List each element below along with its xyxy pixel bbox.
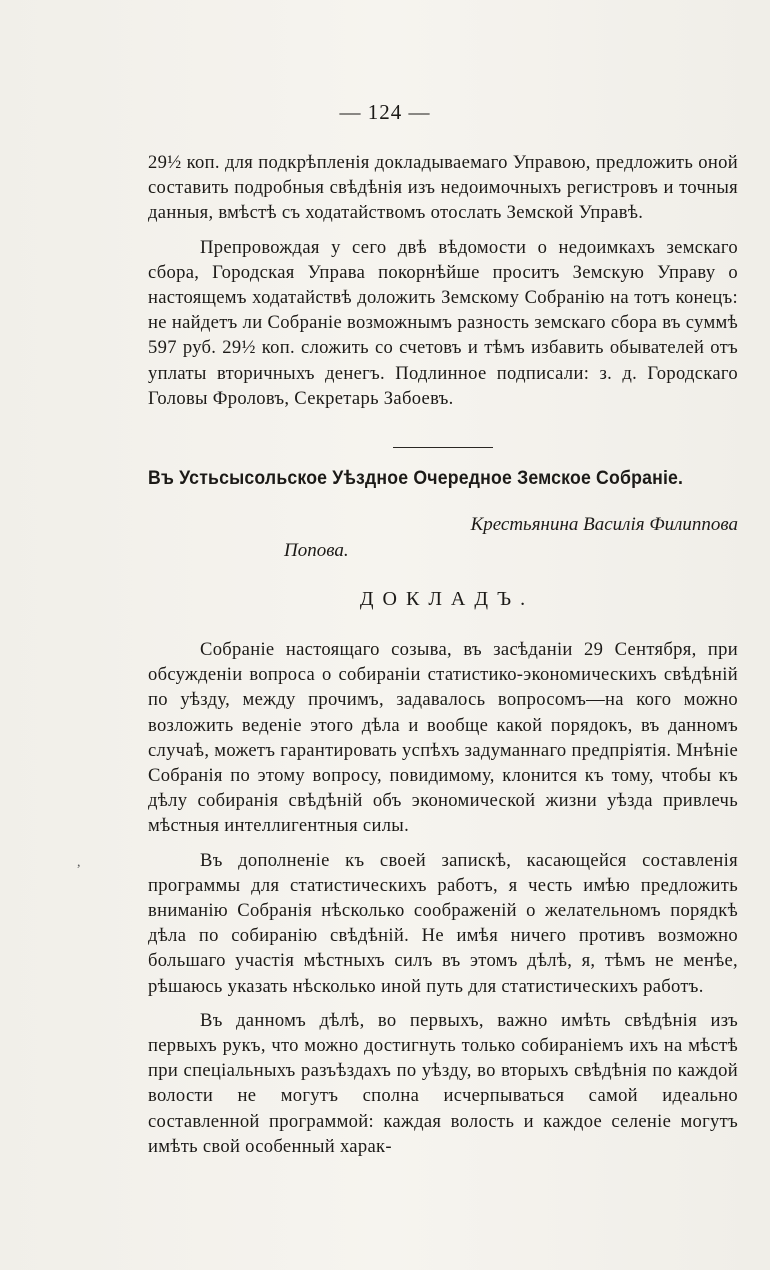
author-line-2: Попова.: [284, 540, 349, 562]
document-title: ДОКЛАДЪ.: [359, 588, 535, 611]
paragraph-city-council: Препровождая у сего двѣ вѣдомости о недоимкахъ земскаго сбора, Городская Управа покорнѣйше проситъ Земскую Управу о настоящемъ ходатайствѣ доложить Земскому Собранію на тотъ конецъ: не найдетъ ли Собраніе возможнымъ разность земскаго сбора въ суммѣ 597 руб. 29½ коп. сложить со счетовъ и тѣмъ избавить обывателей отъ уплаты вторичныхъ денегъ. Подлинное подписали: з. д. Городскаго Головы Фроловъ, Секретарь Забоевъ.: [148, 236, 738, 409]
section-divider: [393, 447, 493, 448]
section-heading: Въ Устьсысольское Уѣздное Очередное Земское Собраніе.: [148, 468, 684, 490]
author-line-1: Крестьянина Василія Филиппова: [470, 514, 738, 536]
page-number: — 124 —: [339, 100, 431, 124]
paragraph-continuation: 29½ коп. для подкрѣпленія докладываемаго Управою, предложить оной составить подробныя свѣдѣнія изъ недоимочныхъ регистровъ и точныя данныя, вмѣстѣ съ ходатайствомъ отослать Земской Управѣ.: [148, 152, 738, 224]
paragraph-report-1: Собраніе настоящаго созыва, въ засѣданіи 29 Сентября, при обсужденіи вопроса о собираніи статистико-экономическихъ свѣдѣній по уѣзду, между прочимъ, задавалось вопросомъ—на кого можно возложить веденіе этого дѣла и вообще какой порядокъ, въ данномъ случаѣ, можетъ гарантировать успѣхъ задуманнаго предпріятія. Мнѣніе Собранія по этому вопросу, повидимому, клонится къ тому, чтобы къ дѣлу собиранія свѣдѣній объ экономической жизни уѣзда привлечь мѣстныя интеллигентныя силы.: [148, 639, 738, 837]
margin-mark: ,: [77, 855, 81, 870]
author-block: [148, 512, 738, 564]
paragraph-report-3: Въ данномъ дѣлѣ, во первыхъ, важно имѣть свѣдѣнія изъ первыхъ рукъ, что можно достигнуть только собираніемъ ихъ на мѣстѣ при спеціальныхъ разъѣздахъ по уѣзду, во вторыхъ свѣдѣнія по каждой волости не могутъ сполна исчерпываться самой идеально составленной программой: каждая волость и каждое селеніе могутъ имѣть свой особенный харак-: [148, 1009, 738, 1157]
page-body: [148, 150, 738, 1159]
paragraph-report-2: Въ дополненіе къ своей запискѣ, касающейся составленія программы для статистическихъ работъ, я честь имѣю предложить вниманію Собранія нѣсколько соображеній о желательномъ порядкѣ дѣла по собиранію свѣдѣній. Не имѣя ничего противъ возможно большаго участія мѣстныхъ силъ въ этомъ дѣлѣ, я, тѣмъ не менѣе, рѣшаюсь указать нѣсколько иной путь для статистическихъ работъ.: [148, 849, 738, 997]
